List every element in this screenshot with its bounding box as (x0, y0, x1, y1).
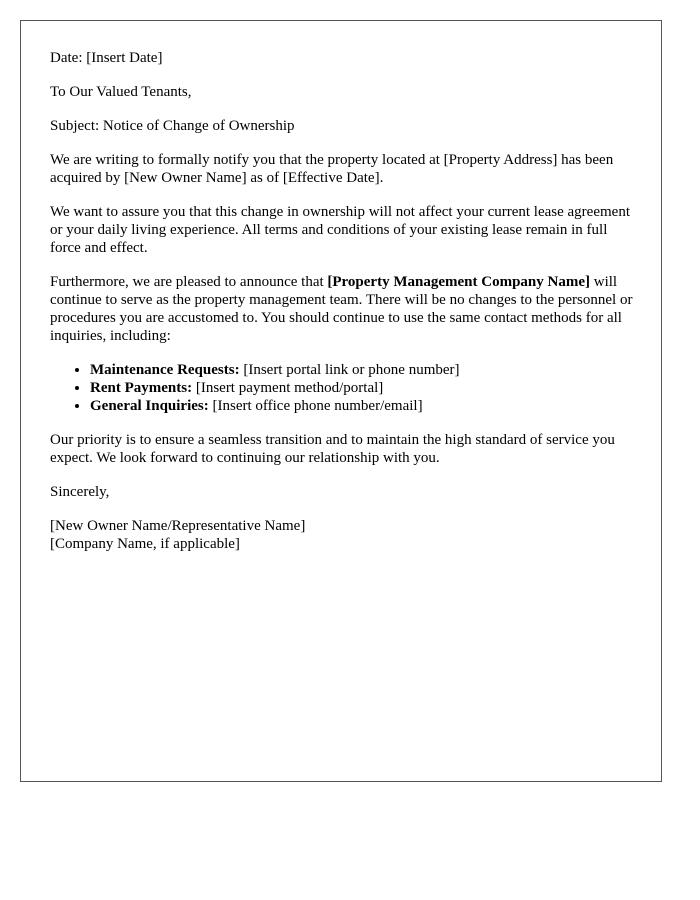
contact-value: [Insert office phone number/email] (208, 398, 423, 414)
signature-company: [Company Name, if applicable] (50, 536, 240, 552)
salutation: To Our Valued Tenants, (50, 84, 192, 100)
list-item (90, 361, 633, 379)
paragraph-management (50, 273, 633, 345)
signature-block (50, 517, 633, 553)
contact-value: [Insert payment method/portal] (192, 380, 384, 396)
list-item (90, 379, 633, 397)
paragraph-notification: We are writing to formally notify you that the property located at [Property Address] has been acquired by [New Owner Name] as of [Effective Date]. (50, 152, 614, 186)
date-line: Date: [Insert Date] (50, 50, 163, 66)
letter-page (20, 20, 662, 782)
contact-methods-list (50, 361, 633, 415)
subject-line: Subject: Notice of Change of Ownership (50, 118, 295, 134)
paragraph-management-text-end: will continue to serve as the property management team. There will be no changes to the personnel or procedures you are accustomed to. You should continue to use the same contact methods for all inquiries, including: (50, 274, 633, 344)
contact-label: Rent Payments: (90, 380, 193, 396)
paragraph-assurance: We want to assure you that this change in ownership will not affect your current lease agreement or your daily living experience. All terms and conditions of your existing lease remain in full force and effect. (50, 204, 630, 256)
signature-name: [New Owner Name/Representative Name] (50, 518, 306, 534)
contact-label: General Inquiries: (90, 398, 209, 414)
contact-value: [Insert portal link or phone number] (239, 362, 460, 378)
paragraph-management-text-start: Furthermore, we are pleased to announce that (50, 274, 328, 290)
management-company-name: [Property Management Company Name] (327, 274, 590, 290)
closing: Sincerely, (50, 484, 110, 500)
list-item (90, 397, 633, 415)
paragraph-priority: Our priority is to ensure a seamless transition and to maintain the high standard of service you expect. We look forward to continuing our relationship with you. (50, 432, 615, 466)
contact-label: Maintenance Requests: (90, 362, 240, 378)
